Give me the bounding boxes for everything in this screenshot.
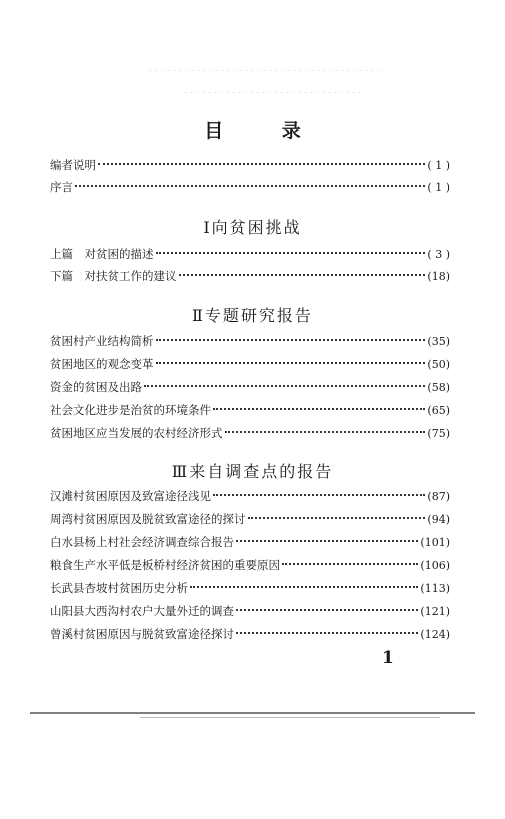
dot-leader: [156, 339, 426, 341]
section-heading: Ⅰ向贫困挑战: [203, 218, 302, 237]
entry-page: ( 1 ): [427, 159, 450, 172]
dot-leader: [156, 362, 426, 364]
entry-label: 下篇 对扶贫工作的建议: [50, 269, 177, 283]
toc-entry: [50, 534, 450, 551]
toc-entry: [50, 488, 450, 505]
toc-entry: [50, 402, 450, 419]
entry-page: (35): [427, 335, 450, 348]
entry-page: (113): [420, 582, 450, 595]
toc-entry: [50, 333, 450, 350]
entry-label: 贫困地区应当发展的农村经济形式: [50, 426, 223, 440]
entry-page: (124): [420, 628, 450, 641]
scan-noise: [185, 92, 365, 93]
dot-leader: [190, 586, 418, 588]
toc-entry: [50, 356, 450, 373]
toc-entry: [50, 425, 450, 442]
dot-leader: [98, 163, 425, 165]
toc-entry: [50, 557, 450, 574]
entry-label: 粮食生产水平低是板桥村经济贫困的重要原因: [50, 558, 280, 572]
toc-entry: [50, 603, 450, 620]
toc-entry: [50, 626, 450, 643]
entry-page: (58): [427, 381, 450, 394]
section-heading: Ⅲ来自调查点的报告: [171, 462, 334, 481]
entry-page: ( 3 ): [427, 248, 450, 261]
toc-title: 目 录: [204, 120, 327, 142]
dot-leader: [213, 408, 425, 410]
toc-entry: [50, 246, 450, 263]
entry-page: (106): [420, 559, 450, 572]
dot-leader: [213, 494, 425, 496]
entry-label: 曾溪村贫困原因与脱贫致富途径探讨: [50, 627, 234, 641]
dot-leader: [225, 431, 426, 433]
entry-page: (101): [420, 536, 450, 549]
entry-label: 周湾村贫困原因及脱贫致富途径的探讨: [50, 512, 246, 526]
toc-entry: [50, 157, 450, 174]
entry-label: 汉滩村贫困原因及致富途径浅见: [50, 489, 211, 503]
entry-label: 贫困村产业结构简析: [50, 334, 154, 348]
entry-page: (87): [427, 490, 450, 503]
toc-entry: [50, 379, 450, 396]
dot-leader: [75, 185, 425, 187]
entry-label: 贫困地区的观念变革: [50, 357, 154, 371]
dot-leader: [179, 274, 426, 276]
dot-leader: [236, 609, 418, 611]
entry-label: 山阳县大西沟村农户大量外迁的调查: [50, 604, 234, 618]
entry-page: (18): [427, 270, 450, 283]
entry-label: 长武县杏坡村贫困历史分析: [50, 581, 188, 595]
bottom-rule-shadow: [140, 717, 440, 718]
entry-label: 上篇 对贫困的描述: [50, 247, 154, 261]
dot-leader: [236, 632, 418, 634]
dot-leader: [156, 252, 426, 254]
bottom-rule: [30, 712, 475, 714]
entry-page: (94): [427, 513, 450, 526]
page-number: 1: [382, 648, 394, 668]
entry-page: (75): [427, 427, 450, 440]
dot-leader: [248, 517, 426, 519]
section-heading: Ⅱ专题研究报告: [192, 306, 313, 325]
entry-page: (65): [427, 404, 450, 417]
toc-entry: [50, 511, 450, 528]
entry-page: ( 1 ): [427, 181, 450, 194]
dot-leader: [236, 540, 418, 542]
toc-entry: [50, 580, 450, 597]
entry-page: (50): [427, 358, 450, 371]
entry-label: 社会文化进步是治贫的环境条件: [50, 403, 211, 417]
entry-label: 编者说明: [50, 158, 96, 172]
toc-entry: [50, 268, 450, 285]
dot-leader: [282, 563, 418, 565]
entry-page: (121): [420, 605, 450, 618]
toc-entry: [50, 179, 450, 196]
dot-leader: [144, 385, 425, 387]
scan-noise: [150, 70, 380, 71]
entry-label: 序言: [50, 180, 73, 194]
entry-label: 白水县杨上村社会经济调查综合报告: [50, 535, 234, 549]
entry-label: 资金的贫困及出路: [50, 380, 142, 394]
